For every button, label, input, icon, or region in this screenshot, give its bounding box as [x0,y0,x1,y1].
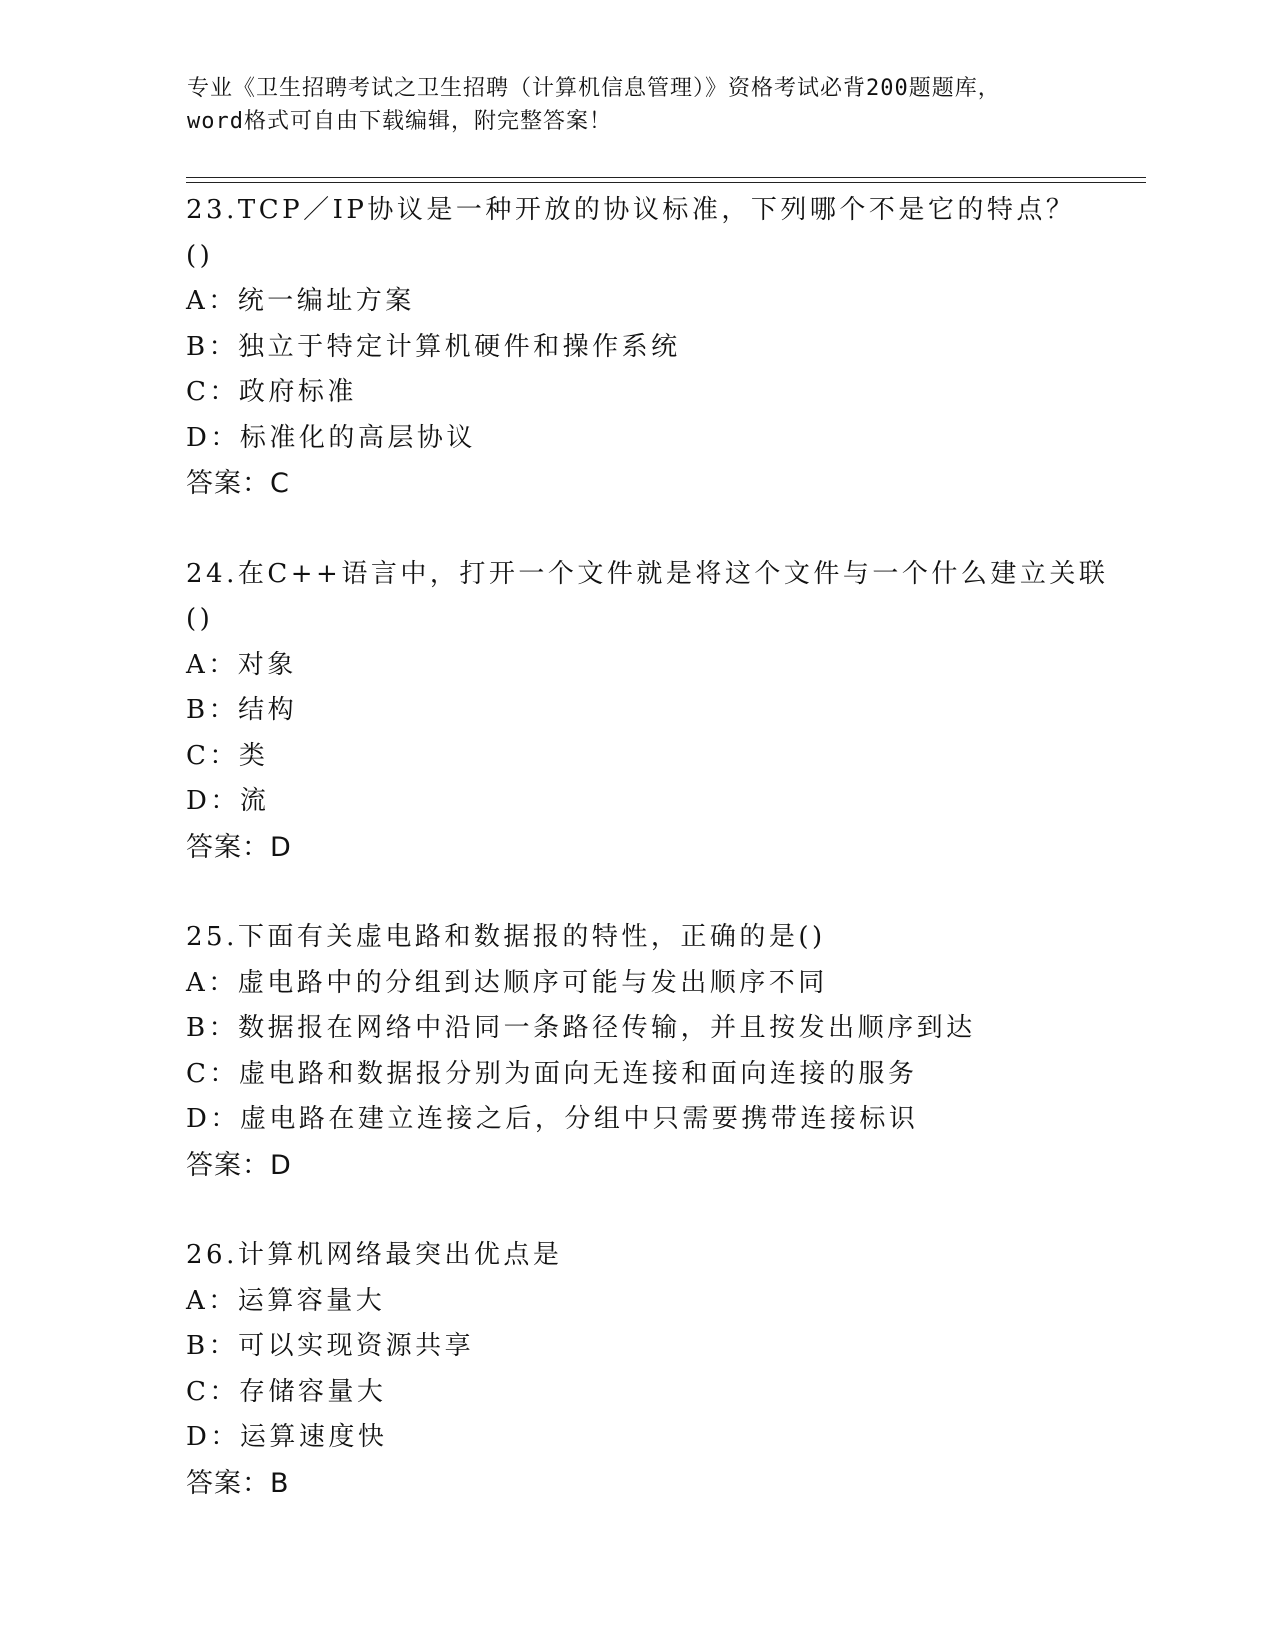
question-stem: 25.下面有关虚电路和数据报的特性，正确的是() [186,922,826,952]
option-c: C：类 [186,740,269,771]
option-b: B：可以实现资源共享 [186,1331,475,1361]
option-b: B：独立于特定计算机硬件和操作系统 [186,331,681,362]
option-d: D：标准化的高层协议 [186,422,476,453]
option-b: B：数据报在网络中沿同一条路径传输，并且按发出顺序到达 [186,1013,976,1043]
question-stem: 26.计算机网络最突出优点是 [186,1240,563,1270]
question-stem: 23.TCP／IP协议是一种开放的协议标准，下列哪个不是它的特点？() [186,195,1076,271]
answer-line: 答案：D [186,1149,292,1181]
option-c: C：政府标准 [186,377,357,407]
answer-line: 答案：D [186,831,292,863]
answer-line: 答案：C [186,468,290,499]
option-d: D：流 [186,786,270,816]
question-list [186,188,1109,1551]
question-25 [186,915,1086,1188]
document-header [187,72,1087,138]
header-line-1: 专业《卫生招聘考试之卫生招聘（计算机信息管理）》资格考试必背200题题库， [187,76,1001,101]
answer-line: 答案：B [186,1467,290,1499]
question-24 [186,552,1109,871]
option-a: A：统一编址方案 [186,286,415,316]
option-a: A：虚电路中的分组到达顺序可能与发出顺序不同 [186,967,828,998]
question-stem-line-1: 24.在C++语言中，打开一个文件就是将这个文件与一个什么建立关联 [186,558,1109,589]
option-d: D：虚电路在建立连接之后，分组中只需要携带连接标识 [186,1104,919,1134]
question-stem-line-2: () [186,604,214,634]
header-divider-top [186,177,1146,178]
option-a: A：运算容量大 [186,1285,386,1316]
option-a: A：对象 [186,649,297,680]
header-line-2: word格式可自由下载编辑，附完整答案！ [187,109,612,134]
question-23 [186,188,1086,507]
option-c: C：虚电路和数据报分别为面向无连接和面向连接的服务 [186,1058,918,1089]
option-b: B：结构 [186,695,298,725]
option-d: D：运算速度快 [186,1422,388,1452]
question-26 [186,1233,1086,1506]
option-c: C：存储容量大 [186,1376,387,1407]
header-divider-bottom [186,182,1146,183]
